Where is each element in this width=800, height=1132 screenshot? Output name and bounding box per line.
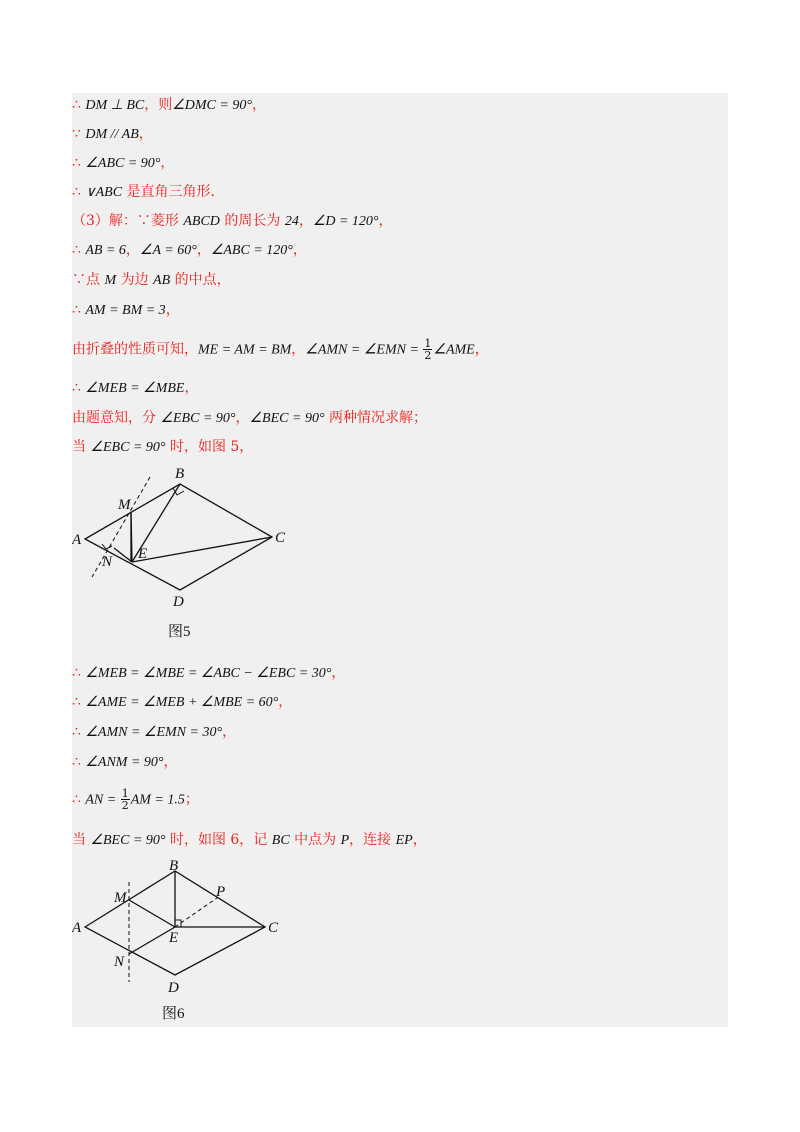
text-run: ∴	[72, 380, 86, 396]
text-run: ，	[378, 213, 393, 229]
solution-line	[72, 692, 292, 713]
text-run: ∴	[72, 791, 86, 808]
solution-line	[72, 437, 253, 458]
solution-line	[72, 663, 345, 684]
solution-line	[72, 211, 393, 232]
text-run: ，	[160, 155, 175, 171]
text-run: （3）解：∵菱形	[72, 213, 184, 229]
text-run: 中点为	[289, 832, 341, 848]
text-run: ，	[291, 341, 306, 358]
text-run: 由折叠的性质可知，	[72, 341, 198, 358]
text-run: ∴	[72, 97, 86, 113]
text-run: ，	[222, 724, 237, 740]
label-p: P	[216, 884, 226, 900]
math-expression: BC	[271, 833, 290, 848]
text-run: 的中点，	[170, 272, 231, 288]
math-expression: ∠D = 120°	[312, 214, 379, 229]
text-run: ，	[278, 694, 293, 710]
math-expression: EP	[395, 833, 413, 848]
text-run: ∵	[72, 126, 86, 142]
math-expression: ∠EBC = 90°	[90, 440, 166, 455]
solution-line	[72, 153, 174, 174]
text-run: ∴	[72, 155, 86, 171]
math-expression: ∠EBC = 90°	[160, 411, 236, 426]
solution-line	[72, 722, 236, 743]
text-run: ，	[165, 302, 180, 318]
solution-line	[72, 95, 266, 116]
text-run: ∴	[72, 665, 86, 681]
math-expression: ∠MEB = ∠MBE	[85, 381, 185, 396]
text-run: ∴	[72, 754, 86, 770]
text-run: ，	[184, 380, 199, 396]
text-run: 当	[72, 832, 91, 848]
fraction-numerator: 1	[121, 787, 129, 800]
figure-5	[72, 462, 302, 612]
text-run: 为边	[116, 272, 154, 288]
solution-line	[72, 830, 427, 851]
rhombus-abcd	[85, 484, 272, 590]
fraction	[121, 788, 130, 811]
math-expression: ∠ABC = 120°	[210, 243, 293, 258]
text-run: 的周长为	[219, 213, 285, 229]
label-n: N	[114, 954, 125, 970]
solution-line	[72, 300, 180, 321]
math-expression: ABCD	[183, 214, 220, 229]
text-run: ，	[251, 97, 266, 113]
fraction-denominator: 2	[424, 349, 432, 362]
math-expression: ∠ANM = 90°	[85, 755, 164, 770]
text-run: ，	[196, 242, 211, 258]
text-run: ；	[184, 791, 199, 808]
solution-line	[72, 408, 427, 429]
solution-line	[72, 788, 199, 811]
math-expression: AM = 1.5	[130, 792, 185, 808]
solution-line	[72, 182, 215, 203]
math-expression: ME = AM = BM	[198, 342, 292, 358]
solution-line	[72, 240, 307, 261]
text-run: 时，如图 5，	[165, 439, 254, 455]
text-run: ∴	[72, 184, 86, 200]
figure-6	[72, 858, 302, 998]
label-n: N	[102, 554, 113, 570]
text-run: ，	[235, 410, 250, 426]
text-run: ∴	[72, 724, 86, 740]
label-b: B	[169, 858, 179, 874]
text-run: ，	[138, 126, 153, 142]
text-run: ∴	[72, 694, 86, 710]
text-run: ，	[298, 213, 313, 229]
math-expression: AM = BM = 3	[85, 303, 166, 318]
math-expression: ∠MEB = ∠MBE = ∠ABC − ∠EBC = 30°	[85, 666, 332, 681]
label-e: E	[138, 546, 148, 562]
text-run: ，	[412, 832, 427, 848]
math-expression: AB = 6	[85, 243, 126, 258]
label-m: M	[118, 497, 131, 513]
label-a: A	[72, 532, 82, 548]
math-expression: DM // AB	[85, 127, 139, 142]
label-c: C	[275, 530, 286, 546]
solution-line	[72, 124, 153, 145]
label-d: D	[168, 980, 179, 996]
math-expression: ∠BEC = 90°	[249, 411, 325, 426]
text-run: ，	[292, 242, 307, 258]
right-angle-mark-b	[173, 488, 184, 495]
math-expression: AN =	[85, 792, 120, 808]
math-expression: ∠DMC = 90°	[172, 98, 252, 113]
solution-line	[72, 752, 178, 773]
math-expression: P	[340, 833, 350, 848]
label-d: D	[173, 594, 184, 610]
segment-me	[129, 900, 175, 927]
text-run: 时，如图 6，记	[165, 832, 272, 848]
solution-line	[72, 378, 198, 399]
text-run: ，连接	[349, 832, 396, 848]
text-run: ∵点	[72, 272, 105, 288]
figure-6-caption: 图6	[162, 1006, 185, 1022]
label-m: M	[114, 890, 127, 906]
fraction-numerator: 1	[424, 337, 432, 350]
math-expression: ∠AMN = ∠EMN =	[305, 342, 423, 358]
math-expression: ∠AMN = ∠EMN = 30°	[85, 725, 223, 740]
math-expression: ∠AME = ∠MEB + ∠MBE = 60°	[85, 695, 279, 710]
label-c: C	[268, 920, 279, 936]
text-run: ，	[125, 242, 140, 258]
math-expression: ∠A = 60°	[139, 243, 197, 258]
fraction	[423, 338, 432, 361]
text-run: 是直角三角形.	[122, 184, 215, 200]
math-expression: AB	[153, 273, 171, 288]
math-expression: DM ⊥ BC	[85, 98, 145, 113]
fraction-denominator: 2	[121, 799, 129, 812]
label-e: E	[169, 930, 179, 946]
label-a: A	[72, 920, 82, 936]
math-expression: 24	[284, 214, 299, 229]
solution-line	[72, 338, 489, 361]
solution-line	[72, 270, 231, 291]
text-run: ，则	[144, 97, 173, 113]
text-run: 由题意知，分	[72, 410, 161, 426]
text-run: ，	[474, 341, 489, 358]
math-expression: ∠ABC = 90°	[85, 156, 161, 171]
text-run: 当	[72, 439, 91, 455]
figure-5-caption: 图5	[168, 624, 191, 640]
math-expression: ∨ABC	[85, 185, 123, 200]
text-run: ∴	[72, 242, 86, 258]
text-run: ，	[163, 754, 178, 770]
label-b: B	[175, 466, 185, 482]
text-run: ，	[331, 665, 346, 681]
math-expression: M	[104, 273, 117, 288]
math-expression: ∠AME	[433, 342, 475, 358]
text-run: ∴	[72, 302, 86, 318]
fold-line	[92, 477, 150, 577]
math-expression: ∠BEC = 90°	[90, 833, 166, 848]
text-run: 两种情况求解；	[324, 410, 427, 426]
